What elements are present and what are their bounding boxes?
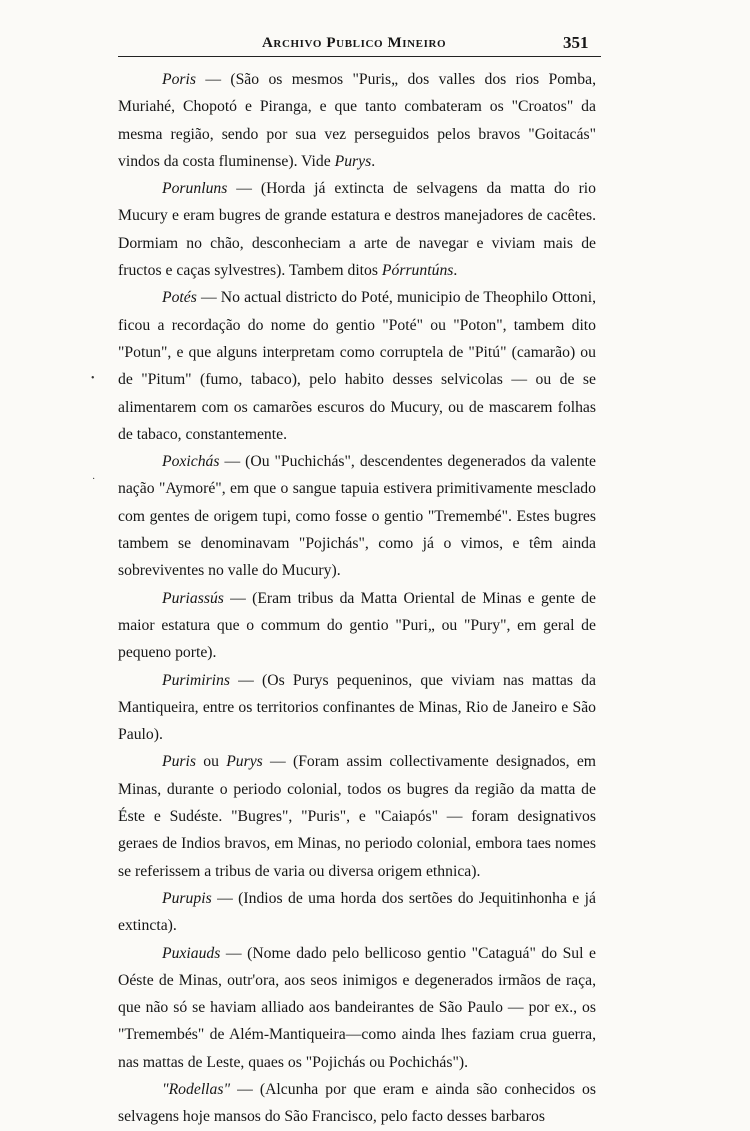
glossary-body (118, 66, 596, 1131)
glossary-entry-poris (118, 66, 596, 175)
entry-term-secondary: Pórruntúns (381, 262, 454, 280)
margin-speck-mark: · (92, 474, 96, 485)
entry-term: Puris (162, 753, 196, 771)
glossary-entry-purupis (118, 885, 596, 940)
page-number: 351 (563, 33, 589, 52)
entry-text: — (Ou "Puchichás", descendentes degenerados da valente nação "Aymoré", em que o sangue tapuia estivera primitivamente mesclado com gentes de origem tupi, como fosse o gentio "Tremembé". Estes bugres tambem se denominavam "Pojichás", como já o vimos, e têm ainda sobreviventes no valle do Mucury). (118, 453, 596, 580)
entry-text-tail: — (Foram assim collectivamente designados, em Minas, durante o periodo colonial, todos os bugres da região da matta de Éste e Sudéste. "Bugres", "Puris", e "Caiapós" — foram designativos geraes de Indios bravos, em Minas, no periodo colonial, embora taes nomes se referissem a tribus de varia ou diversa origem ethnica). (118, 753, 596, 880)
entry-text-tail: . (453, 262, 458, 280)
entry-text: — (São os mesmos "Puris„ dos valles dos rios Pomba, Muriahé, Chopotó e Piranga, e que tanto combateram os "Croatos" da mesma região, sendo por sua vez perseguidos pelos bravos "Goitacás" vindos da costa fluminense). Vide (118, 71, 596, 170)
glossary-entry-poxichas (118, 448, 596, 584)
glossary-entry-puris (118, 748, 596, 884)
entry-text: — No actual districto do Poté, municipio de Theophilo Ottoni, ficou a recordação do nome do gentio "Poté" ou "Poton", tambem dito "Potun", e que alguns interpretam como corruptela de "Pitú" (camarão) ou de "Pitum" (fumo, tabaco), pelo habito desses selvicolas — ou de se alimentarem com os camarões escuros do Mucury, ou de mascarem folhas de tabaco, constantemente. (118, 289, 596, 443)
entry-text: — (Horda já extincta de selvagens da matta do rio Mucury e eram bugres de grande estatura e destros manejadores de cacêtes. Dormiam no chão, desconheciam a arte de navegar e viviam mais de fructos e caças sylvestres). Tambem ditos (118, 180, 596, 280)
glossary-entry-purimirins (118, 667, 596, 749)
glossary-entry-potes (118, 284, 596, 448)
entry-text: — (Os Purys pequeninos, que viviam nas mattas da Mantiqueira, entre os territorios confinantes de Minas, Rio de Janeiro e São Paulo). (118, 671, 596, 744)
entry-term: Puxiauds (162, 944, 221, 962)
entry-term: "Rodellas" (162, 1080, 231, 1098)
header-title: Archivo Publico Mineiro (262, 35, 447, 51)
entry-term: Purupis (162, 889, 212, 907)
entry-term-secondary: Purys (226, 753, 263, 771)
entry-term: Poxichás (162, 453, 220, 471)
entry-term: Porunluns (162, 180, 228, 198)
entry-text: — (Eram tribus da Matta Oriental de Minas e gente de maior estatura que o commum do gentio "Puri„ ou "Pury", em geral de pequeno porte). (118, 589, 596, 662)
entry-term: Purimirins (162, 671, 230, 689)
glossary-entry-puxiauds (118, 940, 596, 1076)
glossary-entry-porunluns (118, 175, 596, 284)
entry-term-secondary: Purys (334, 152, 372, 170)
running-header (0, 31, 750, 55)
entry-term: Potés (162, 289, 197, 307)
entry-term: Puriassús (162, 589, 224, 607)
entry-term: Poris (162, 71, 196, 88)
glossary-entry-puriassus (118, 585, 596, 667)
entry-text: — (Indios de uma horda dos sertões do Jequitinhonha e já extincta). (118, 889, 596, 935)
margin-speck-mark: • (91, 373, 95, 384)
glossary-entry-rodellas (118, 1076, 596, 1131)
header-rule (118, 56, 601, 57)
entry-text-tail: . (371, 152, 376, 170)
entry-text: ou (196, 753, 227, 771)
entry-text: — (Alcunha por que eram e ainda são conhecidos os selvagens hoje mansos do São Francisco, pelo facto desses barbaros (118, 1080, 596, 1126)
entry-text: — (Nome dado pelo bellicoso gentio "Cataguá" do Sul e Oéste de Minas, outr'ora, aos seos inimigos e degenerados irmãos de raça, que não só se haviam alliado aos bandeirantes de São Paulo — por ex., os "Tremembés" de Além-Mantiqueira—como ainda lhes faziam crua guerra, nas mattas de Leste, quaes os "Pojichás ou Pochichás"). (118, 944, 596, 1071)
